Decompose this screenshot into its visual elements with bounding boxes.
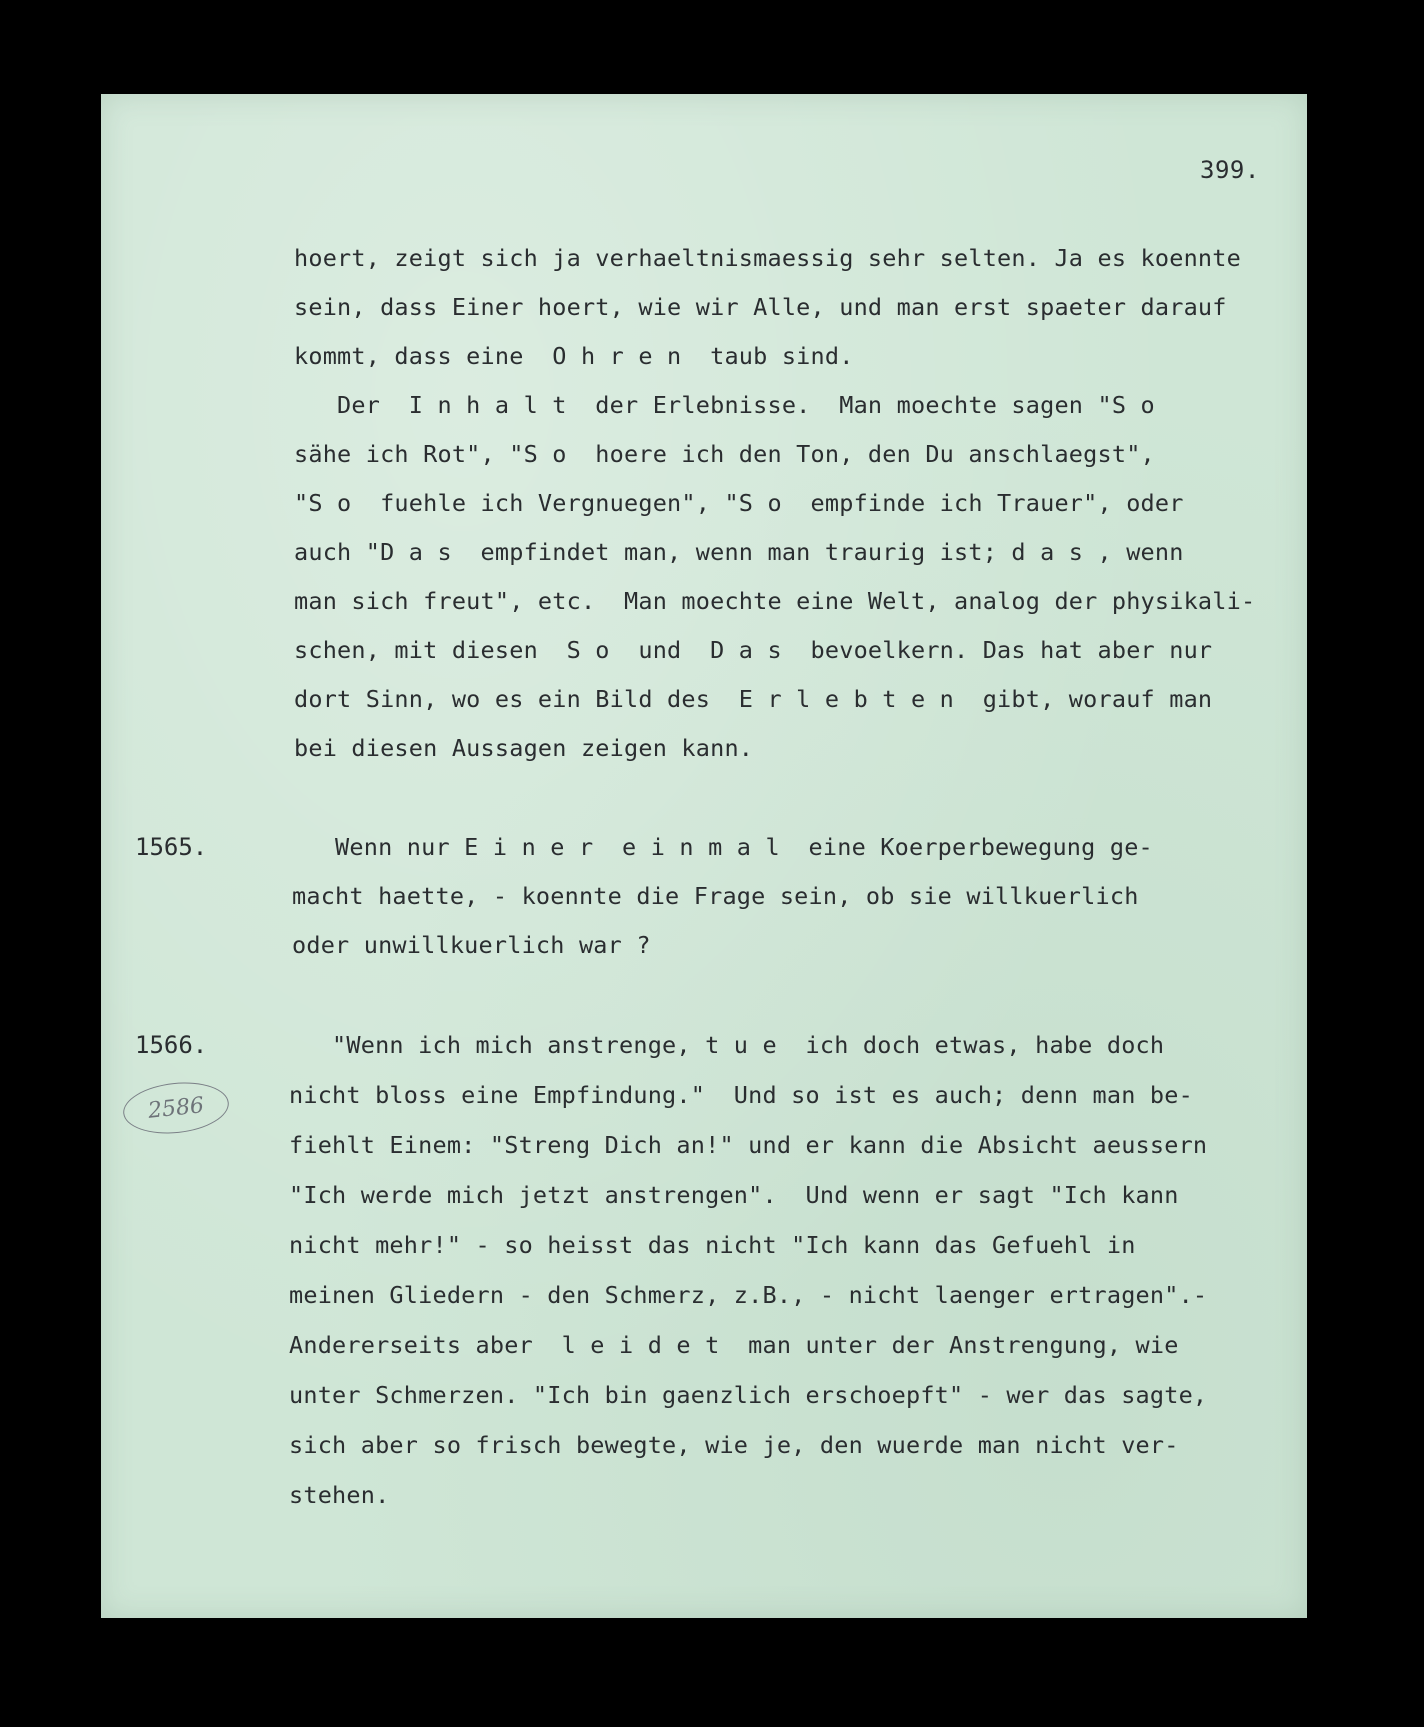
- text-line: oder unwillkuerlich war ?: [292, 931, 651, 959]
- text-line: dort Sinn, wo es ein Bild des E r l e b t e n gibt, worauf man: [294, 685, 1213, 713]
- remark-number: 1566.: [135, 1031, 208, 1059]
- text-line: meinen Gliedern - den Schmerz, z.B., - nicht laenger ertragen".-: [289, 1281, 1208, 1309]
- text-line: unter Schmerzen. "Ich bin gaenzlich erschoepft" - wer das sagte,: [289, 1381, 1208, 1409]
- page-number: 399.: [1200, 156, 1260, 184]
- text-line: "Wenn ich mich anstrenge, t u e ich doch etwas, habe doch: [289, 1031, 1165, 1059]
- text-line: Der I n h a l t der Erlebnisse. Man moechte sagen "S o: [294, 391, 1155, 419]
- text-line: kommt, dass eine O h r e n taub sind.: [294, 342, 854, 370]
- text-line: sähe ich Rot", "S o hoere ich den Ton, den Du anschlaegst",: [294, 440, 1155, 468]
- text-line: man sich freut", etc. Man moechte eine Welt, analog der physikali-: [294, 587, 1256, 615]
- text-line: sich aber so frisch bewegte, wie je, den wuerde man nicht ver-: [289, 1431, 1179, 1459]
- remark-number: 1565.: [135, 833, 208, 861]
- text-line: Wenn nur E i n e r e i n m a l eine Koerperbewegung ge-: [292, 833, 1153, 861]
- text-line: hoert, zeigt sich ja verhaeltnismaessig sehr selten. Ja es koennte: [294, 244, 1241, 272]
- text-line: Andererseits aber l e i d e t man unter der Anstrengung, wie: [289, 1331, 1179, 1359]
- text-line: nicht bloss eine Empfindung." Und so ist es auch; denn man be-: [289, 1081, 1193, 1109]
- text-line: auch "D a s empfindet man, wenn man traurig ist; d a s , wenn: [294, 538, 1184, 566]
- text-line: "Ich werde mich jetzt anstrengen". Und wenn er sagt "Ich kann: [289, 1181, 1179, 1209]
- text-line: sein, dass Einer hoert, wie wir Alle, und man erst spaeter darauf: [294, 293, 1227, 321]
- handwritten-mark: 2586: [121, 1078, 232, 1139]
- document-page: [101, 94, 1307, 1618]
- text-line: nicht mehr!" - so heisst das nicht "Ich kann das Gefuehl in: [289, 1231, 1136, 1259]
- text-line: schen, mit diesen S o und D a s bevoelkern. Das hat aber nur: [294, 636, 1213, 664]
- text-line: stehen.: [289, 1481, 390, 1509]
- text-line: fiehlt Einem: "Streng Dich an!" und er kann die Absicht aeussern: [289, 1131, 1208, 1159]
- text-line: bei diesen Aussagen zeigen kann.: [294, 734, 754, 762]
- text-line: macht haette, - koennte die Frage sein, ob sie willkuerlich: [292, 882, 1139, 910]
- text-line: "S o fuehle ich Vergnuegen", "S o empfinde ich Trauer", oder: [294, 489, 1184, 517]
